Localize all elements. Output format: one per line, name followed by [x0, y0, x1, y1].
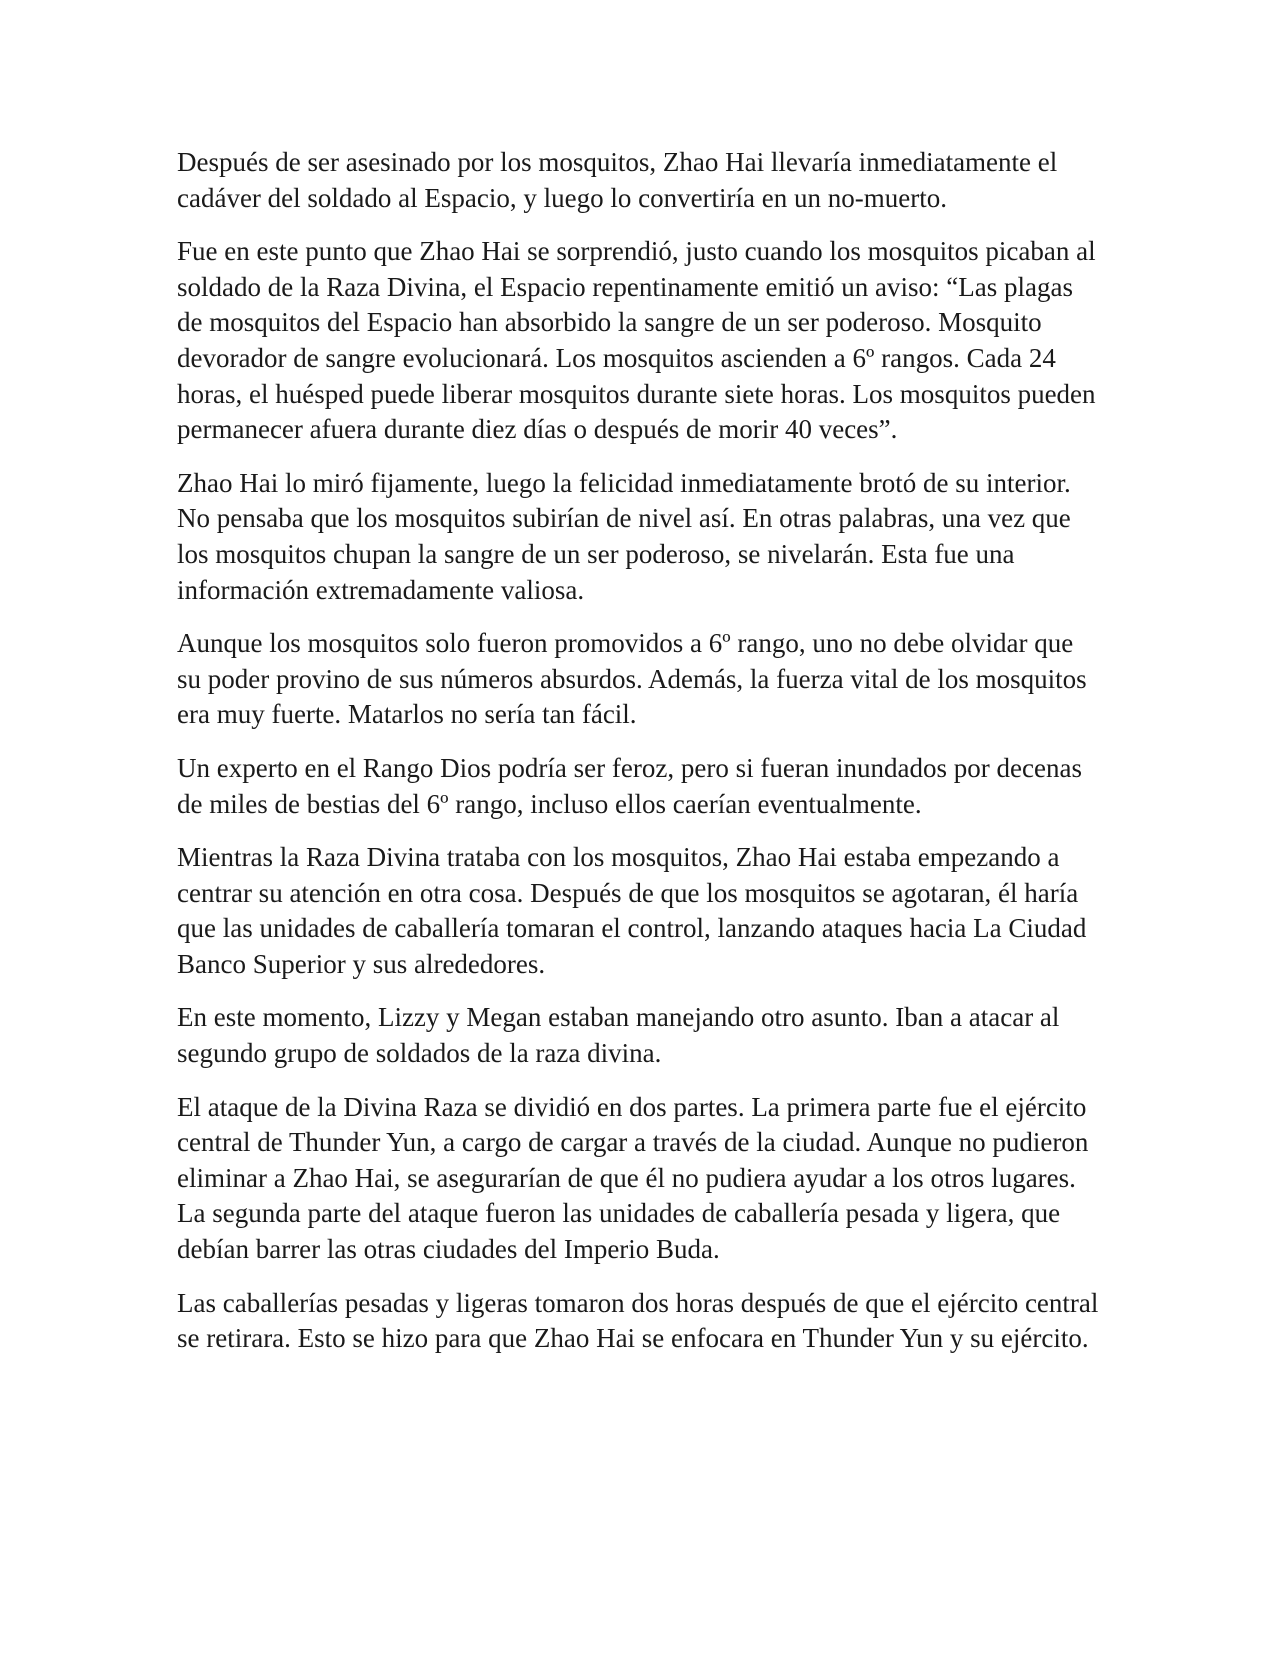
paragraph: Aunque los mosquitos solo fueron promovidos a 6º rango, uno no debe olvidar que su poder provino de sus números absurdos. Además, la fuerza vital de los mosquitos era muy fuerte. Matarlos no sería tan fácil.	[177, 628, 1087, 730]
paragraph: Un experto en el Rango Dios podría ser feroz, pero si fueran inundados por decenas de miles de bestias del 6º rango, incluso ellos caerían eventualmente.	[177, 752, 1082, 819]
paragraph: Después de ser asesinado por los mosquitos, Zhao Hai llevaría inmediatamente el cadáver del soldado al Espacio, y luego lo convertiría en un no-muerto.	[177, 147, 1058, 213]
paragraph: Mientras la Raza Divina trataba con los mosquitos, Zhao Hai estaba empezando a centrar su atención en otra cosa. Después de que los mosquitos se agotaran, él haría que las unidades de caballería tomaran el control, lanzando ataques hacia La Ciudad Banco Superior y sus alrededores.	[177, 842, 1087, 979]
paragraph: Zhao Hai lo miró fijamente, luego la felicidad inmediatamente brotó de su interior. No pensaba que los mosquitos subirían de nivel así. En otras palabras, una vez que los mosquitos chupan la sangre de un ser poderoso, se nivelarán. Esta fue una información extremadamente valiosa.	[177, 467, 1071, 605]
document-page	[177, 145, 1102, 1375]
paragraph: En este momento, Lizzy y Megan estaban manejando otro asunto. Iban a atacar al segundo grupo de soldados de la raza divina.	[177, 1002, 1060, 1069]
paragraph: Fue en este punto que Zhao Hai se sorprendió, justo cuando los mosquitos picaban al soldado de la Raza Divina, el Espacio repentinamente emitió un aviso: “Las plagas de mosquitos del Espacio han absorbido la sangre de un ser poderoso. Mosquito devorador de sangre evolucionará. Los mosquitos ascienden a 6º rangos. Cada 24 horas, el huésped puede liberar mosquitos durante siete horas. Los mosquitos pueden permanecer afuera durante diez días o después de morir 40 veces”.	[177, 236, 1096, 445]
paragraph: El ataque de la Divina Raza se dividió en dos partes. La primera parte fue el ejército central de Thunder Yun, a cargo de cargar a través de la ciudad. Aunque no pudieron eliminar a Zhao Hai, se asegurarían de que él no pudiera ayudar a los otros lugares. La segunda parte del ataque fueron las unidades de caballería pesada y ligera, que debían barrer las otras ciudades del Imperio Buda.	[177, 1091, 1089, 1265]
paragraph: Las caballerías pesadas y ligeras tomaron dos horas después de que el ejército central se retirara. Esto se hizo para que Zhao Hai se enfocara en Thunder Yun y su ejército.	[177, 1287, 1099, 1354]
